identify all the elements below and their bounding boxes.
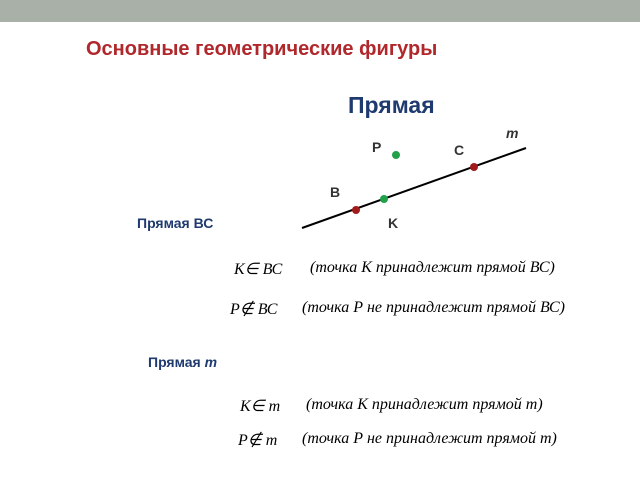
point-p — [392, 151, 400, 159]
point-b — [352, 206, 360, 214]
statement-p-notin-bc-note: (точка Р не принадлежит прямой ВС) — [302, 299, 566, 316]
point-k — [380, 195, 388, 203]
statement-k-in-bc-expr: К∈ ВС — [234, 261, 283, 278]
label-c: C — [454, 142, 465, 158]
section-label-m — [148, 354, 217, 370]
label-b: B — [330, 184, 341, 200]
statement-k-in-bc-note: (точка К принадлежит прямой ВС) — [310, 259, 555, 276]
statement-p-notin-m-expr: Р∉ m — [238, 432, 278, 449]
statement-p-notin-bc-expr: Р∉ ВС — [230, 301, 278, 318]
point-c — [470, 163, 478, 171]
line-label-m: m — [506, 125, 519, 141]
slide-subtitle: Прямая — [348, 92, 435, 118]
label-p: P — [372, 139, 382, 155]
section-label-m-var: m — [204, 354, 218, 370]
statement-p-notin-m-note: (точка Р не принадлежит прямой m) — [302, 430, 557, 447]
section-label-m-prefix: Прямая — [148, 354, 201, 370]
statement-k-in-m-expr: К∈ m — [240, 398, 281, 415]
label-k: K — [388, 215, 399, 231]
slide-title: Основные геометрические фигуры — [86, 38, 438, 60]
section-label-bc: Прямая ВС — [137, 215, 214, 231]
statement-k-in-m-note: (точка К принадлежит прямой m) — [306, 396, 543, 413]
